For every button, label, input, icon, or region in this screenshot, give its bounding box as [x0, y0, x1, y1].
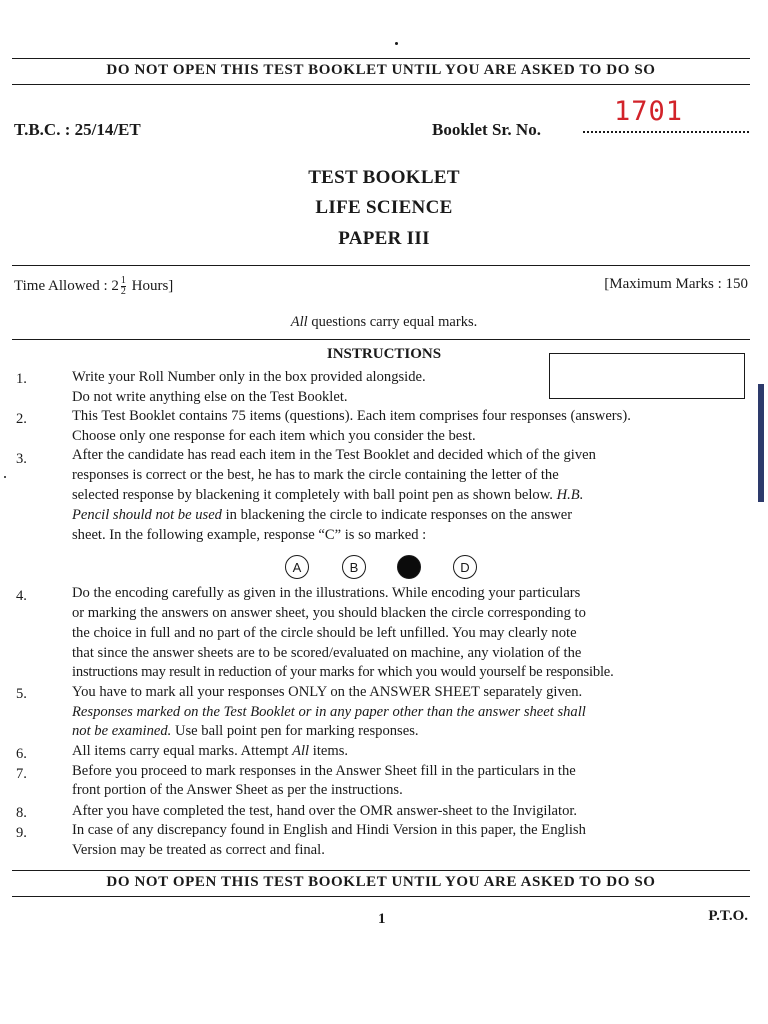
example-bubble-c-filled: [397, 555, 421, 579]
example-bubble-a: A: [285, 555, 309, 579]
example-bubble-b: B: [342, 555, 366, 579]
item-number: 9.: [16, 825, 27, 841]
instruction-line: sheet. In the following example, response “C” is so marked :: [72, 527, 427, 543]
title-rule: [12, 265, 750, 266]
instruction-italic: H.B.: [556, 487, 584, 503]
time-fraction: [121, 276, 126, 297]
instruction-text: All items carry equal marks. Attempt: [72, 743, 289, 759]
item-number: 5.: [16, 686, 27, 702]
time-allowed-suffix: Hours]: [131, 277, 174, 294]
scan-speck: [4, 476, 6, 478]
item-number: 7.: [16, 766, 27, 782]
time-allowed-prefix: Time Allowed : 2: [14, 277, 119, 294]
instruction-line: After you have completed the test, hand over the OMR answer-sheet to the Invigilator.: [72, 803, 578, 819]
scan-speck: [395, 42, 398, 45]
maximum-marks: [Maximum Marks : 150: [604, 276, 748, 292]
instruction-line: front portion of the Answer Sheet as per the instructions.: [72, 782, 403, 798]
item-number: 6.: [16, 746, 27, 762]
instruction-text: items.: [312, 743, 349, 759]
instructions-heading: INSTRUCTIONS: [326, 346, 442, 362]
scan-edge-mark: [758, 384, 764, 502]
bottom-rule: [12, 870, 750, 871]
item-number: 2.: [16, 411, 27, 427]
item-number: 8.: [16, 805, 27, 821]
instruction-italic: Pencil should not be used: [72, 507, 222, 523]
item-number: 4.: [16, 588, 27, 604]
instruction-italic: All: [292, 743, 310, 759]
instruction-line: [72, 743, 348, 760]
instruction-line: [72, 507, 572, 524]
instruction-line: Do not write anything else on the Test Booklet.: [72, 389, 348, 405]
instruction-line: In case of any discrepancy found in English and Hindi Version in this paper, the English: [72, 822, 586, 838]
instruction-text: in blackening the circle to indicate responses on the answer: [225, 507, 573, 523]
item-number: 3.: [16, 451, 27, 467]
top-rule: [12, 58, 750, 59]
instruction-line: Do the encoding carefully as given in the illustrations. While encoding your particulars: [72, 585, 581, 601]
instruction-italic: Responses marked on the Test Booklet or in any paper other than the answer sheet shall: [72, 704, 586, 720]
time-fraction-denominator: 2: [120, 286, 126, 297]
item-number: 1.: [16, 371, 27, 387]
booklet-serial-number: 1701: [614, 96, 684, 127]
top-warning-banner: DO NOT OPEN THIS TEST BOOKLET UNTIL YOU ARE ASKED TO DO SO: [106, 62, 656, 78]
roll-number-box[interactable]: [549, 353, 745, 399]
instruction-line: Before you proceed to mark responses in the Answer Sheet fill in the particulars in the: [72, 763, 576, 779]
instruction-line: [72, 704, 586, 721]
instruction-line: instructions may result in reduction of your marks for which you would yourself be responsible.: [72, 664, 614, 680]
example-bubble-d: D: [453, 555, 477, 579]
bottom-rule-lower: [12, 896, 750, 897]
booklet-title: TEST BOOKLET: [308, 167, 460, 188]
time-allowed: [14, 276, 173, 297]
instruction-line: responses is correct or the best, he has to mark the circle containing the letter of the: [72, 467, 559, 483]
bottom-warning-banner: DO NOT OPEN THIS TEST BOOKLET UNTIL YOU ARE ASKED TO DO SO: [106, 874, 656, 890]
page-number: 1: [378, 911, 386, 927]
please-turn-over: P.T.O.: [708, 908, 748, 924]
instruction-line: or marking the answers on answer sheet, you should blacken the circle corresponding to: [72, 605, 586, 621]
instruction-line: Version may be treated as correct and final.: [72, 842, 325, 858]
paper-title: PAPER III: [338, 228, 430, 249]
instruction-line: [72, 487, 583, 504]
instruction-text: Use ball point pen for marking responses.: [174, 723, 419, 739]
instruction-line: Choose only one response for each item which you consider the best.: [72, 428, 476, 444]
top-rule-lower: [12, 84, 750, 85]
instruction-line: Write your Roll Number only in the box provided alongside.: [72, 369, 426, 385]
instruction-line: After the candidate has read each item in the Test Booklet and decided which of the given: [72, 447, 596, 463]
instruction-line: that since the answer sheets are to be scored/evaluated on machine, any violation of the: [72, 645, 582, 661]
instruction-line: You have to mark all your responses ONLY on the ANSWER SHEET separately given.: [72, 684, 583, 700]
instruction-italic: not be examined.: [72, 723, 172, 739]
instruction-text: selected response by blackening it completely with ball point pen as shown below.: [72, 487, 553, 503]
equal-marks-italic: All: [290, 314, 308, 330]
instruction-line: This Test Booklet contains 75 items (questions). Each item comprises four responses (answers).: [72, 408, 631, 424]
equal-marks-note: [0, 314, 768, 331]
booklet-serial-dotted-line: [583, 131, 749, 133]
time-fraction-numerator: 1: [120, 275, 126, 286]
instruction-line: the choice in full and no part of the circle should be left unfilled. You may clearly note: [72, 625, 577, 641]
subject-title: LIFE SCIENCE: [315, 197, 453, 218]
instruction-line: [72, 723, 419, 740]
instructions-rule: [12, 339, 750, 340]
equal-marks-text: questions carry equal marks.: [311, 314, 478, 330]
booklet-serial-label: Booklet Sr. No.: [432, 120, 541, 139]
tbc-code: T.B.C. : 25/14/ET: [14, 120, 141, 139]
